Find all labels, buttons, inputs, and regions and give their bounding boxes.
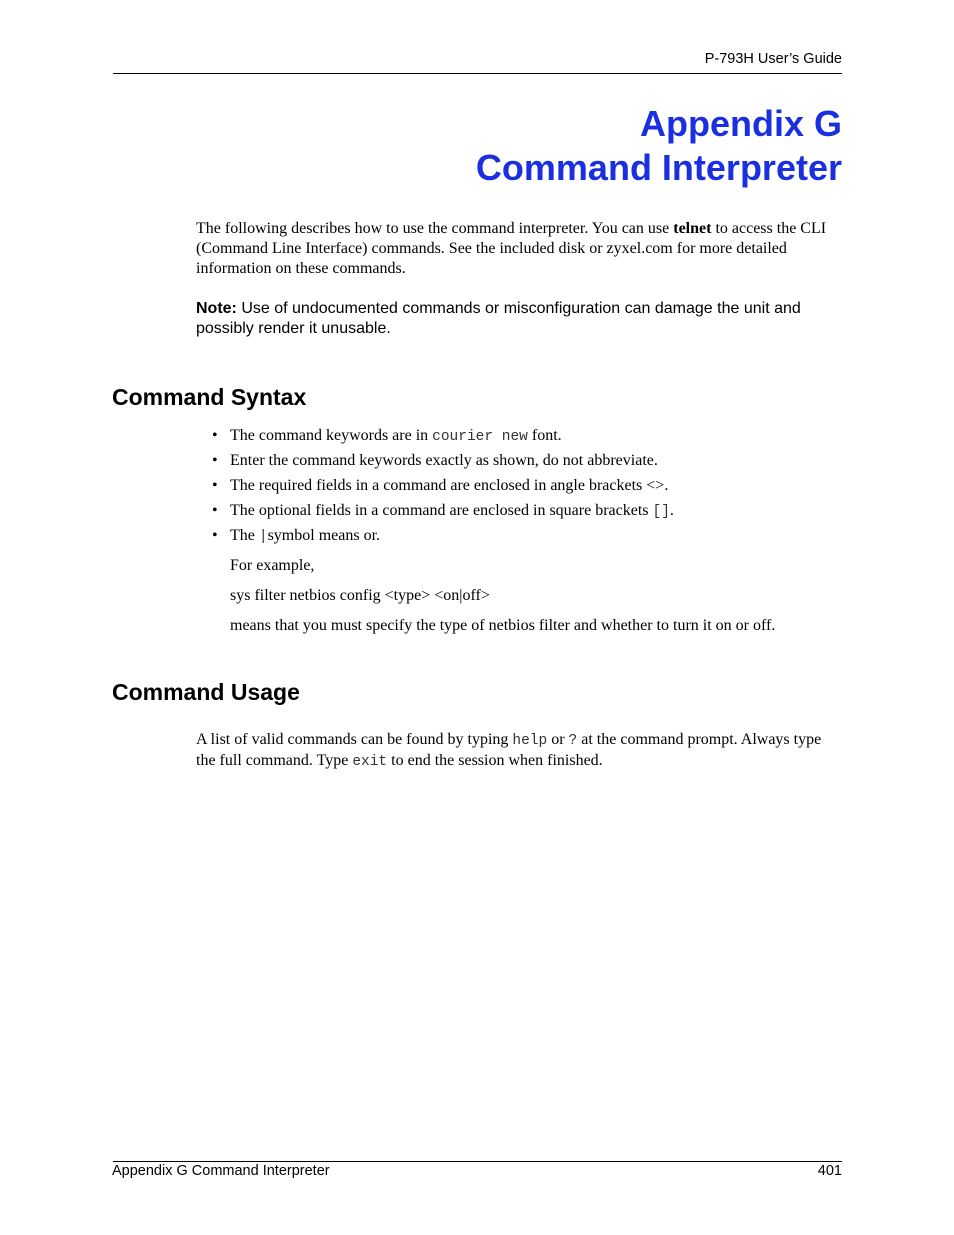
bullet-text: The required fields in a command are enclosed in angle brackets <>.	[230, 477, 669, 494]
running-header: P-793H User’s Guide	[704, 51, 842, 67]
note-paragraph	[196, 299, 844, 339]
section-heading-command-usage: Command Usage	[112, 679, 300, 705]
list-item	[212, 501, 674, 526]
telnet-keyword: telnet	[673, 220, 712, 237]
example-label: For example,	[230, 557, 315, 574]
note-text: Use of undocumented commands or misconfiguration can damage the unit and possibly render it unusable.	[196, 300, 801, 337]
chapter-title-line-1: Appendix G	[639, 103, 842, 144]
question-command: ?	[568, 733, 578, 749]
bullet-icon: •	[212, 477, 218, 494]
bullet-icon: •	[212, 527, 218, 544]
bullet-code: courier new	[432, 429, 528, 445]
bullet-text: The command keywords are in	[230, 427, 433, 444]
bullet-text: .	[669, 502, 674, 519]
usage-text: A list of valid commands can be found by typing	[196, 731, 513, 748]
usage-paragraph	[196, 730, 844, 772]
footer-rule	[113, 1161, 842, 1162]
bullet-code: |	[258, 529, 268, 545]
page-number: 401	[817, 1163, 842, 1179]
list-item	[212, 426, 674, 451]
note-label: Note:	[196, 300, 237, 317]
bullet-text: The optional fields in a command are enclosed in square brackets	[230, 502, 653, 519]
list-item	[212, 476, 674, 501]
usage-text: or	[547, 731, 569, 748]
running-footer: Appendix G Command Interpreter	[112, 1163, 330, 1179]
intro-text-1: The following describes how to use the command interpreter. You can use	[196, 220, 674, 237]
list-item	[212, 451, 674, 476]
bullet-text: Enter the command keywords exactly as shown, do not abbreviate.	[230, 452, 658, 469]
usage-text: at the command prompt. Always type the full command. Type	[196, 731, 822, 769]
syntax-bullet-list	[212, 426, 674, 551]
intro-paragraph	[196, 219, 844, 279]
bullet-icon: •	[212, 427, 218, 444]
help-command: help	[512, 733, 548, 749]
bullet-text: font.	[527, 427, 562, 444]
example-explanation: means that you must specify the type of netbios filter and whether to turn it on or off.	[230, 617, 776, 634]
header-rule	[113, 73, 842, 74]
chapter-title	[476, 102, 842, 190]
intro-text-2: to access the CLI (Command Line Interface) commands. See the included disk or zyxel.com for more detailed information on these commands.	[196, 220, 827, 277]
section-heading-command-syntax: Command Syntax	[112, 384, 307, 410]
bullet-icon: •	[212, 452, 218, 469]
bullet-text: symbol means or.	[267, 527, 381, 544]
bullet-text: The	[230, 527, 259, 544]
list-item	[212, 526, 674, 551]
bullet-icon: •	[212, 502, 218, 519]
bullet-code: []	[652, 504, 670, 520]
exit-command: exit	[352, 754, 388, 770]
example-command: sys filter netbios config <type> <on|off>	[230, 587, 490, 604]
chapter-title-line-2: Command Interpreter	[475, 147, 842, 188]
usage-text: to end the session when finished.	[387, 752, 603, 769]
